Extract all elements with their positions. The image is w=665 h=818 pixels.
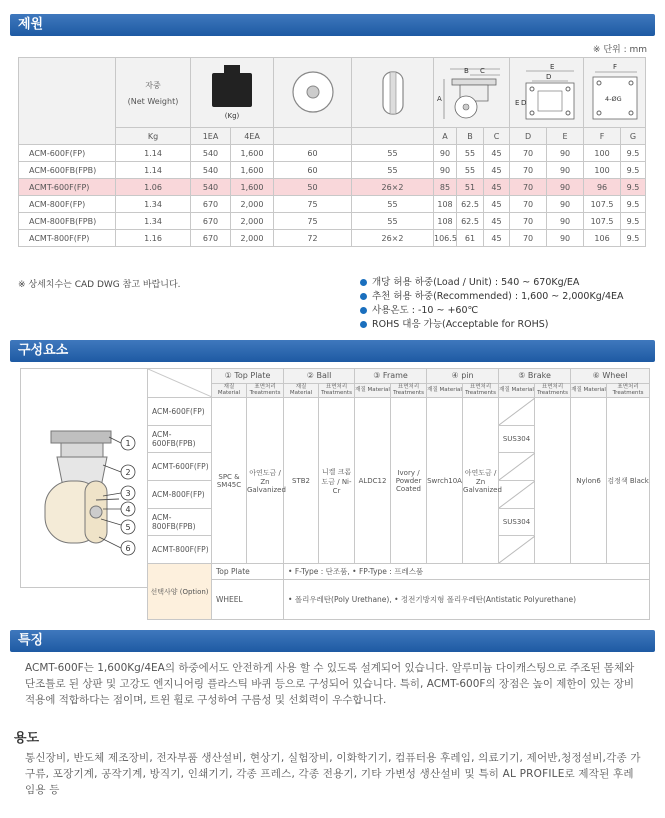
brake-na	[499, 453, 535, 481]
spec-cell: 70	[510, 213, 547, 230]
spec-cell: 90	[547, 179, 584, 196]
spec-cell: 2,000	[231, 196, 274, 213]
material-header: 재질 Material	[212, 383, 247, 398]
spec-cell: 55	[457, 145, 484, 162]
pin-treatment: 아연도금 / Zn Galvanized	[463, 398, 499, 564]
model-cell: ACM-800FB(FPB)	[19, 213, 116, 230]
cad-note: ※ 상세치수는 CAD DWG 참고 바랍니다.	[18, 280, 181, 290]
sub-header: 4EA	[231, 128, 274, 145]
svg-text:D: D	[520, 98, 526, 107]
svg-text:D: D	[545, 72, 551, 81]
frame-material: ALDC12	[355, 398, 391, 564]
spec-cell: 1.34	[116, 213, 191, 230]
model-cell: ACM-600FB(FPB)	[19, 162, 116, 179]
treatment-header: 표면처리 Treatments	[535, 383, 571, 398]
svg-text:E: E	[514, 98, 519, 107]
treatment-header: 표면처리 Treatments	[319, 383, 355, 398]
group-header: ⑥ Wheel	[571, 369, 650, 384]
option-top-label: Top Plate	[212, 564, 284, 580]
spec-row	[19, 213, 646, 230]
wheel-side-icon-cell	[352, 58, 434, 128]
wheel-side-icon	[373, 64, 413, 120]
spec-cell: 540	[191, 162, 231, 179]
bullet-item: 개당 허용 하중(Load / Unit) : 540 ~ 670Kg/EA	[360, 276, 624, 290]
section-title-usage: 용도	[14, 731, 40, 746]
spec-cell: 45	[484, 196, 510, 213]
svg-text:E: E	[549, 62, 554, 71]
spec-cell: 1,600	[231, 162, 274, 179]
spec-cell: 70	[510, 162, 547, 179]
svg-text:4-ØG: 4-ØG	[604, 94, 622, 103]
sub-header: G	[621, 128, 646, 145]
sub-header: C	[484, 128, 510, 145]
section-title-components: 구성요소	[10, 340, 655, 362]
spec-table	[18, 57, 646, 247]
spec-cell: 100	[584, 145, 621, 162]
spec-corner	[19, 58, 116, 145]
svg-text:C: C	[480, 66, 485, 75]
svg-text:1: 1	[125, 439, 131, 448]
spec-cell: 60	[274, 145, 352, 162]
sub-header: D	[510, 128, 547, 145]
material-header: 재질 Material	[571, 383, 607, 398]
pin-material: Swrch10A	[427, 398, 463, 564]
group-header: ④ pin	[427, 369, 499, 384]
components-table	[147, 368, 650, 620]
treatment-header: 표면처리 Treatments	[247, 383, 284, 398]
weight-header: 자중 (Net Weight)	[116, 58, 191, 128]
spec-cell: 26×2	[352, 179, 434, 196]
model-label: ACM-800FB(FPB)	[148, 509, 212, 536]
model-cell: ACMT-800F(FP)	[19, 230, 116, 247]
spec-row	[19, 230, 646, 247]
ball-treatment: 니켈 크롬도금 / Ni-Cr	[319, 398, 355, 564]
svg-text:3: 3	[125, 489, 131, 498]
section-title-features: 특징	[10, 630, 655, 652]
spec-cell: 55	[457, 162, 484, 179]
empty-diagonal	[499, 453, 535, 480]
spec-cell: 106.5	[434, 230, 457, 247]
svg-text:F: F	[612, 62, 617, 71]
spec-cell: 70	[510, 145, 547, 162]
spec-cell: 9.5	[621, 213, 646, 230]
material-header: 재질 Material	[355, 383, 391, 398]
empty-diagonal	[499, 398, 535, 425]
svg-text:2: 2	[125, 468, 131, 477]
spec-cell: 70	[510, 196, 547, 213]
spec-cell: 100	[584, 162, 621, 179]
caster-exploded-icon	[21, 369, 148, 589]
material-header: 재질 Material	[499, 383, 535, 398]
spec-cell: 55	[352, 145, 434, 162]
group-header: ① Top Plate	[212, 369, 284, 384]
brake-na	[499, 481, 535, 509]
plate-dimension-icon	[512, 61, 582, 123]
svg-text:6: 6	[125, 544, 131, 553]
wheel-front-icon-cell	[274, 58, 352, 128]
model-label: ACM-800F(FP)	[148, 481, 212, 509]
bullet-item: 사용온도 : -10 ~ +60℃	[360, 304, 624, 318]
spec-row	[19, 196, 646, 213]
wheel-treatment: 검정색 Black	[607, 398, 650, 564]
spec-cell: 1.16	[116, 230, 191, 247]
brake-material: SUS304	[499, 426, 535, 453]
spec-cell: 1.14	[116, 162, 191, 179]
spec-cell: 62.5	[457, 196, 484, 213]
spec-cell: 55	[352, 196, 434, 213]
spec-cell: 107.5	[584, 196, 621, 213]
model-label: ACMT-600F(FP)	[148, 453, 212, 481]
top-treatment: 아연도금 / Zn Galvanized	[247, 398, 284, 564]
model-label: ACMT-800F(FP)	[148, 536, 212, 564]
brake-treatment	[535, 398, 571, 564]
group-header: ③ Frame	[355, 369, 427, 384]
section-title-spec: 제원	[10, 14, 655, 36]
sub-header: 1EA	[191, 128, 231, 145]
spec-cell: 55	[352, 213, 434, 230]
corner-diagonal	[148, 369, 212, 397]
svg-text:4: 4	[125, 505, 131, 514]
bullet-item: 추천 허용 하중(Recommended) : 1,600 ~ 2,000Kg/4EA	[360, 290, 624, 304]
spec-cell: 1.34	[116, 196, 191, 213]
spec-cell: 45	[484, 145, 510, 162]
spec-cell: 61	[457, 230, 484, 247]
model-label: ACM-600F(FP)	[148, 398, 212, 426]
spec-cell: 45	[484, 230, 510, 247]
spec-cell: 26×2	[352, 230, 434, 247]
empty-diagonal	[499, 481, 535, 508]
spec-cell: 45	[484, 213, 510, 230]
caster-side-icon-cell	[434, 58, 510, 128]
spec-cell: 75	[274, 213, 352, 230]
spec-cell: 9.5	[621, 230, 646, 247]
load-icon-cell	[191, 58, 274, 128]
spec-cell: 90	[434, 162, 457, 179]
empty-diagonal	[499, 536, 535, 563]
spec-cell: 1.06	[116, 179, 191, 196]
svg-text:B: B	[464, 66, 469, 75]
svg-text:(Kg): (Kg)	[224, 111, 240, 120]
plate-f-icon-cell	[584, 58, 646, 128]
spec-cell: 2,000	[231, 230, 274, 247]
sub-header: E	[547, 128, 584, 145]
bullet-item: ROHS 대응 가능(Acceptable for ROHS)	[360, 318, 624, 332]
model-label: ACM-600FB(FPB)	[148, 426, 212, 453]
spec-row	[19, 145, 646, 162]
material-header-row	[148, 383, 650, 398]
frame-treatment: Ivory / Powder Coated	[391, 398, 427, 564]
spec-cell: 75	[274, 196, 352, 213]
sub-header: A	[434, 128, 457, 145]
spec-cell: 90	[547, 162, 584, 179]
spec-cell: 90	[547, 145, 584, 162]
model-cell: ACMT-600F(FP)	[19, 179, 116, 196]
option-wheel-label: WHEEL	[212, 580, 284, 620]
option-top-value: • F-Type : 단조품, • FP-Type : 프레스품	[284, 564, 650, 580]
spec-cell: 90	[547, 213, 584, 230]
spec-cell: 85	[434, 179, 457, 196]
spec-cell: 540	[191, 179, 231, 196]
spec-cell: 45	[484, 179, 510, 196]
spec-cell: 1,600	[231, 179, 274, 196]
group-header: ⑤ Brake	[499, 369, 571, 384]
spec-cell: 107.5	[584, 213, 621, 230]
sub-header: B	[457, 128, 484, 145]
sub-header: F	[584, 128, 621, 145]
spec-cell: 90	[547, 230, 584, 247]
top-material: SPC & SM45C	[212, 398, 247, 564]
usage-paragraph: 통신장비, 반도체 제조장비, 전자부품 생산설비, 현상기, 실험장비, 이화학기기, 컴퓨터용 후레임, 의료기기, 제어반,청정설비,각종 가구류, 포장기계, 공작기계, 방직기, 인쇄기기, 각종 프레스, 각종 전용기, 기타 가변성 생산설비 및 특히 AL PROFILE로 제작된 후레임용 등	[25, 752, 641, 796]
svg-text:A: A	[437, 94, 442, 103]
spec-cell: 90	[547, 196, 584, 213]
model-cell: ACM-800F(FP)	[19, 196, 116, 213]
spec-cell: 62.5	[457, 213, 484, 230]
spec-cell: 50	[274, 179, 352, 196]
feature-paragraph: ACMT-600F는 1,600Kg/4EA의 하중에서도 안전하게 사용 할 수 있도록 설계되어 있습니다. 알루미늄 다이캐스팅으로 주조된 몸체와 단조틀로 된 상판 및 고강도 엔지니어링 플라스틱 바퀴 등으로 구성되어 있습니다. 특히, ACMT-600F의 장점은 높이 제한이 있는 장비적용에 적합하다는 점이며, 트윈 휠로 구성하여 구름성 및 선회력이 우수합니다.	[25, 662, 635, 706]
spec-row	[19, 162, 646, 179]
material-header: 재질 Material	[427, 383, 463, 398]
unit-label: ※ 단위 : mm	[592, 45, 647, 55]
spec-cell: 540	[191, 145, 231, 162]
spec-cell: 106	[584, 230, 621, 247]
spec-cell: 1,600	[231, 145, 274, 162]
group-header: ② Ball	[284, 369, 355, 384]
spec-cell: 70	[510, 179, 547, 196]
spec-cell: 1.14	[116, 145, 191, 162]
material-header: 재질 Material	[284, 383, 319, 398]
wheel-front-icon	[288, 64, 338, 120]
spec-body	[19, 145, 646, 247]
treatment-header: 표면처리 Treatments	[463, 383, 499, 398]
caster-diagram	[20, 368, 147, 588]
wheel-material: Nylon6	[571, 398, 607, 564]
spec-cell: 9.5	[621, 145, 646, 162]
spec-row	[19, 179, 646, 196]
spec-cell: 51	[457, 179, 484, 196]
brake-na	[499, 398, 535, 426]
spec-cell: 45	[484, 162, 510, 179]
brake-material: SUS304	[499, 509, 535, 536]
spec-cell: 55	[352, 162, 434, 179]
spec-cell: 108	[434, 196, 457, 213]
treatment-header: 표면처리 Treatments	[607, 383, 650, 398]
spec-cell: 670	[191, 213, 231, 230]
caster-side-icon	[434, 61, 510, 123]
spec-cell: 670	[191, 230, 231, 247]
comp-corner	[148, 369, 212, 398]
spec-cell: 9.5	[621, 196, 646, 213]
svg-text:5: 5	[125, 523, 131, 532]
spec-cell: 9.5	[621, 179, 646, 196]
brake-na	[499, 536, 535, 564]
plate-d-icon-cell	[510, 58, 584, 128]
sub-header	[352, 128, 434, 145]
spec-cell: 96	[584, 179, 621, 196]
spec-cell: 108	[434, 213, 457, 230]
spec-cell: 72	[274, 230, 352, 247]
sub-header	[274, 128, 352, 145]
spec-cell: 70	[510, 230, 547, 247]
spec-cell: 670	[191, 196, 231, 213]
spec-cell: 60	[274, 162, 352, 179]
spec-cell: 9.5	[621, 162, 646, 179]
model-cell: ACM-600F(FP)	[19, 145, 116, 162]
spec-cell: 2,000	[231, 213, 274, 230]
option-wheel-value: • 폴리우레탄(Poly Urethane), • 정전기방지형 폴리우레탄(Antistatic Polyurethane)	[284, 580, 650, 620]
load-bullets	[360, 276, 624, 332]
sub-header: Kg	[116, 128, 191, 145]
plate-hole-icon	[585, 61, 645, 123]
ball-material: STB2	[284, 398, 319, 564]
option-label: 선택사양 (Option)	[148, 564, 212, 620]
treatment-header: 표면처리 Treatments	[391, 383, 427, 398]
weight-block-icon	[202, 61, 262, 123]
spec-cell: 90	[434, 145, 457, 162]
